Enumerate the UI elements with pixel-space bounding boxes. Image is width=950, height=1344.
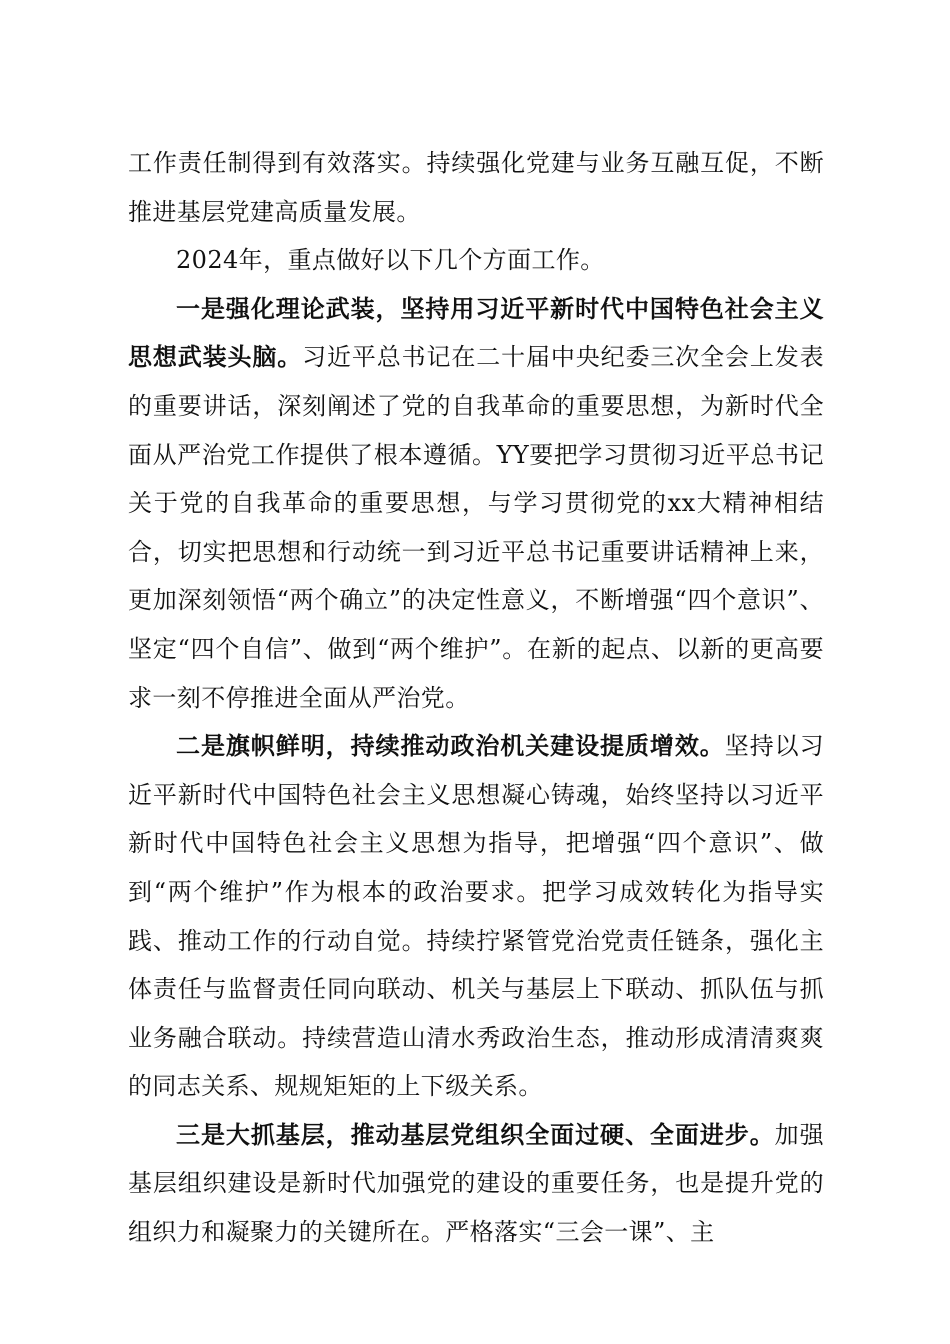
- paragraph-point-three: [128, 1111, 824, 1257]
- paragraph-text: 坚持以习近平新时代中国特色社会主义思想凝心铸魂，始终坚持以习近平新时代中国特色社会主义思想为指导，把增强“四个意识”、做到“两个维护”作为根本的政治要求。把学习成效转化为指导实践、推动工作的行动自觉。持续拧紧管党治党责任链条，强化主体责任与监督责任同向联动、机关与基层上下联动、抓队伍与抓业务融合联动。持续营造山清水秀政治生态，推动形成清清爽爽的同志关系、规规矩矩的上下级关系。: [128, 732, 824, 1101]
- paragraph-lead-heading: 三是大抓基层，推动基层党组织全面过硬、全面进步。: [176, 1119, 775, 1149]
- paragraph-point-two: [128, 722, 824, 1111]
- paragraph-text: 习近平总书记在二十届中央纪委三次全会上发表的重要讲话，深刻阐述了党的自我革命的重要思想，为新时代全面从严治党工作提供了根本遵循。YY要把学习贯彻习近平总书记关于党的自我革命的重要思想，与学习贯彻党的xx大精神相结合，切实把思想和行动统一到习近平总书记重要讲话精神上来，更加深刻领悟“两个确立”的决定性意义，不断增强“四个意识”、坚定“四个自信”、做到“两个维护”。在新的起点、以新的更高要求一刻不停推进全面从严治党。: [128, 343, 824, 712]
- paragraph-lead-heading: 一是强化理论武装，坚持用习近平新时代中国特色社会主义思想武装头脑。: [128, 293, 824, 372]
- paragraph-point-one: [128, 285, 824, 722]
- paragraph-intro-2024: [128, 236, 824, 285]
- paragraph-text: 加强基层组织建设是新时代加强党的建设的重要任务，也是提升党的组织力和凝聚力的关键所在。严格落实“三会一课”、主: [128, 1120, 824, 1247]
- document-body: [128, 139, 824, 1257]
- paragraph-text: 工作责任制得到有效落实。持续强化党建与业务互融互促，不断推进基层党建高质量发展。: [128, 149, 824, 226]
- paragraph-text: 2024年，重点做好以下几个方面工作。: [176, 246, 605, 275]
- paragraph-lead-heading: 二是旗帜鲜明，持续推动政治机关建设提质增效。: [176, 731, 725, 761]
- paragraph-continuation: [128, 139, 824, 236]
